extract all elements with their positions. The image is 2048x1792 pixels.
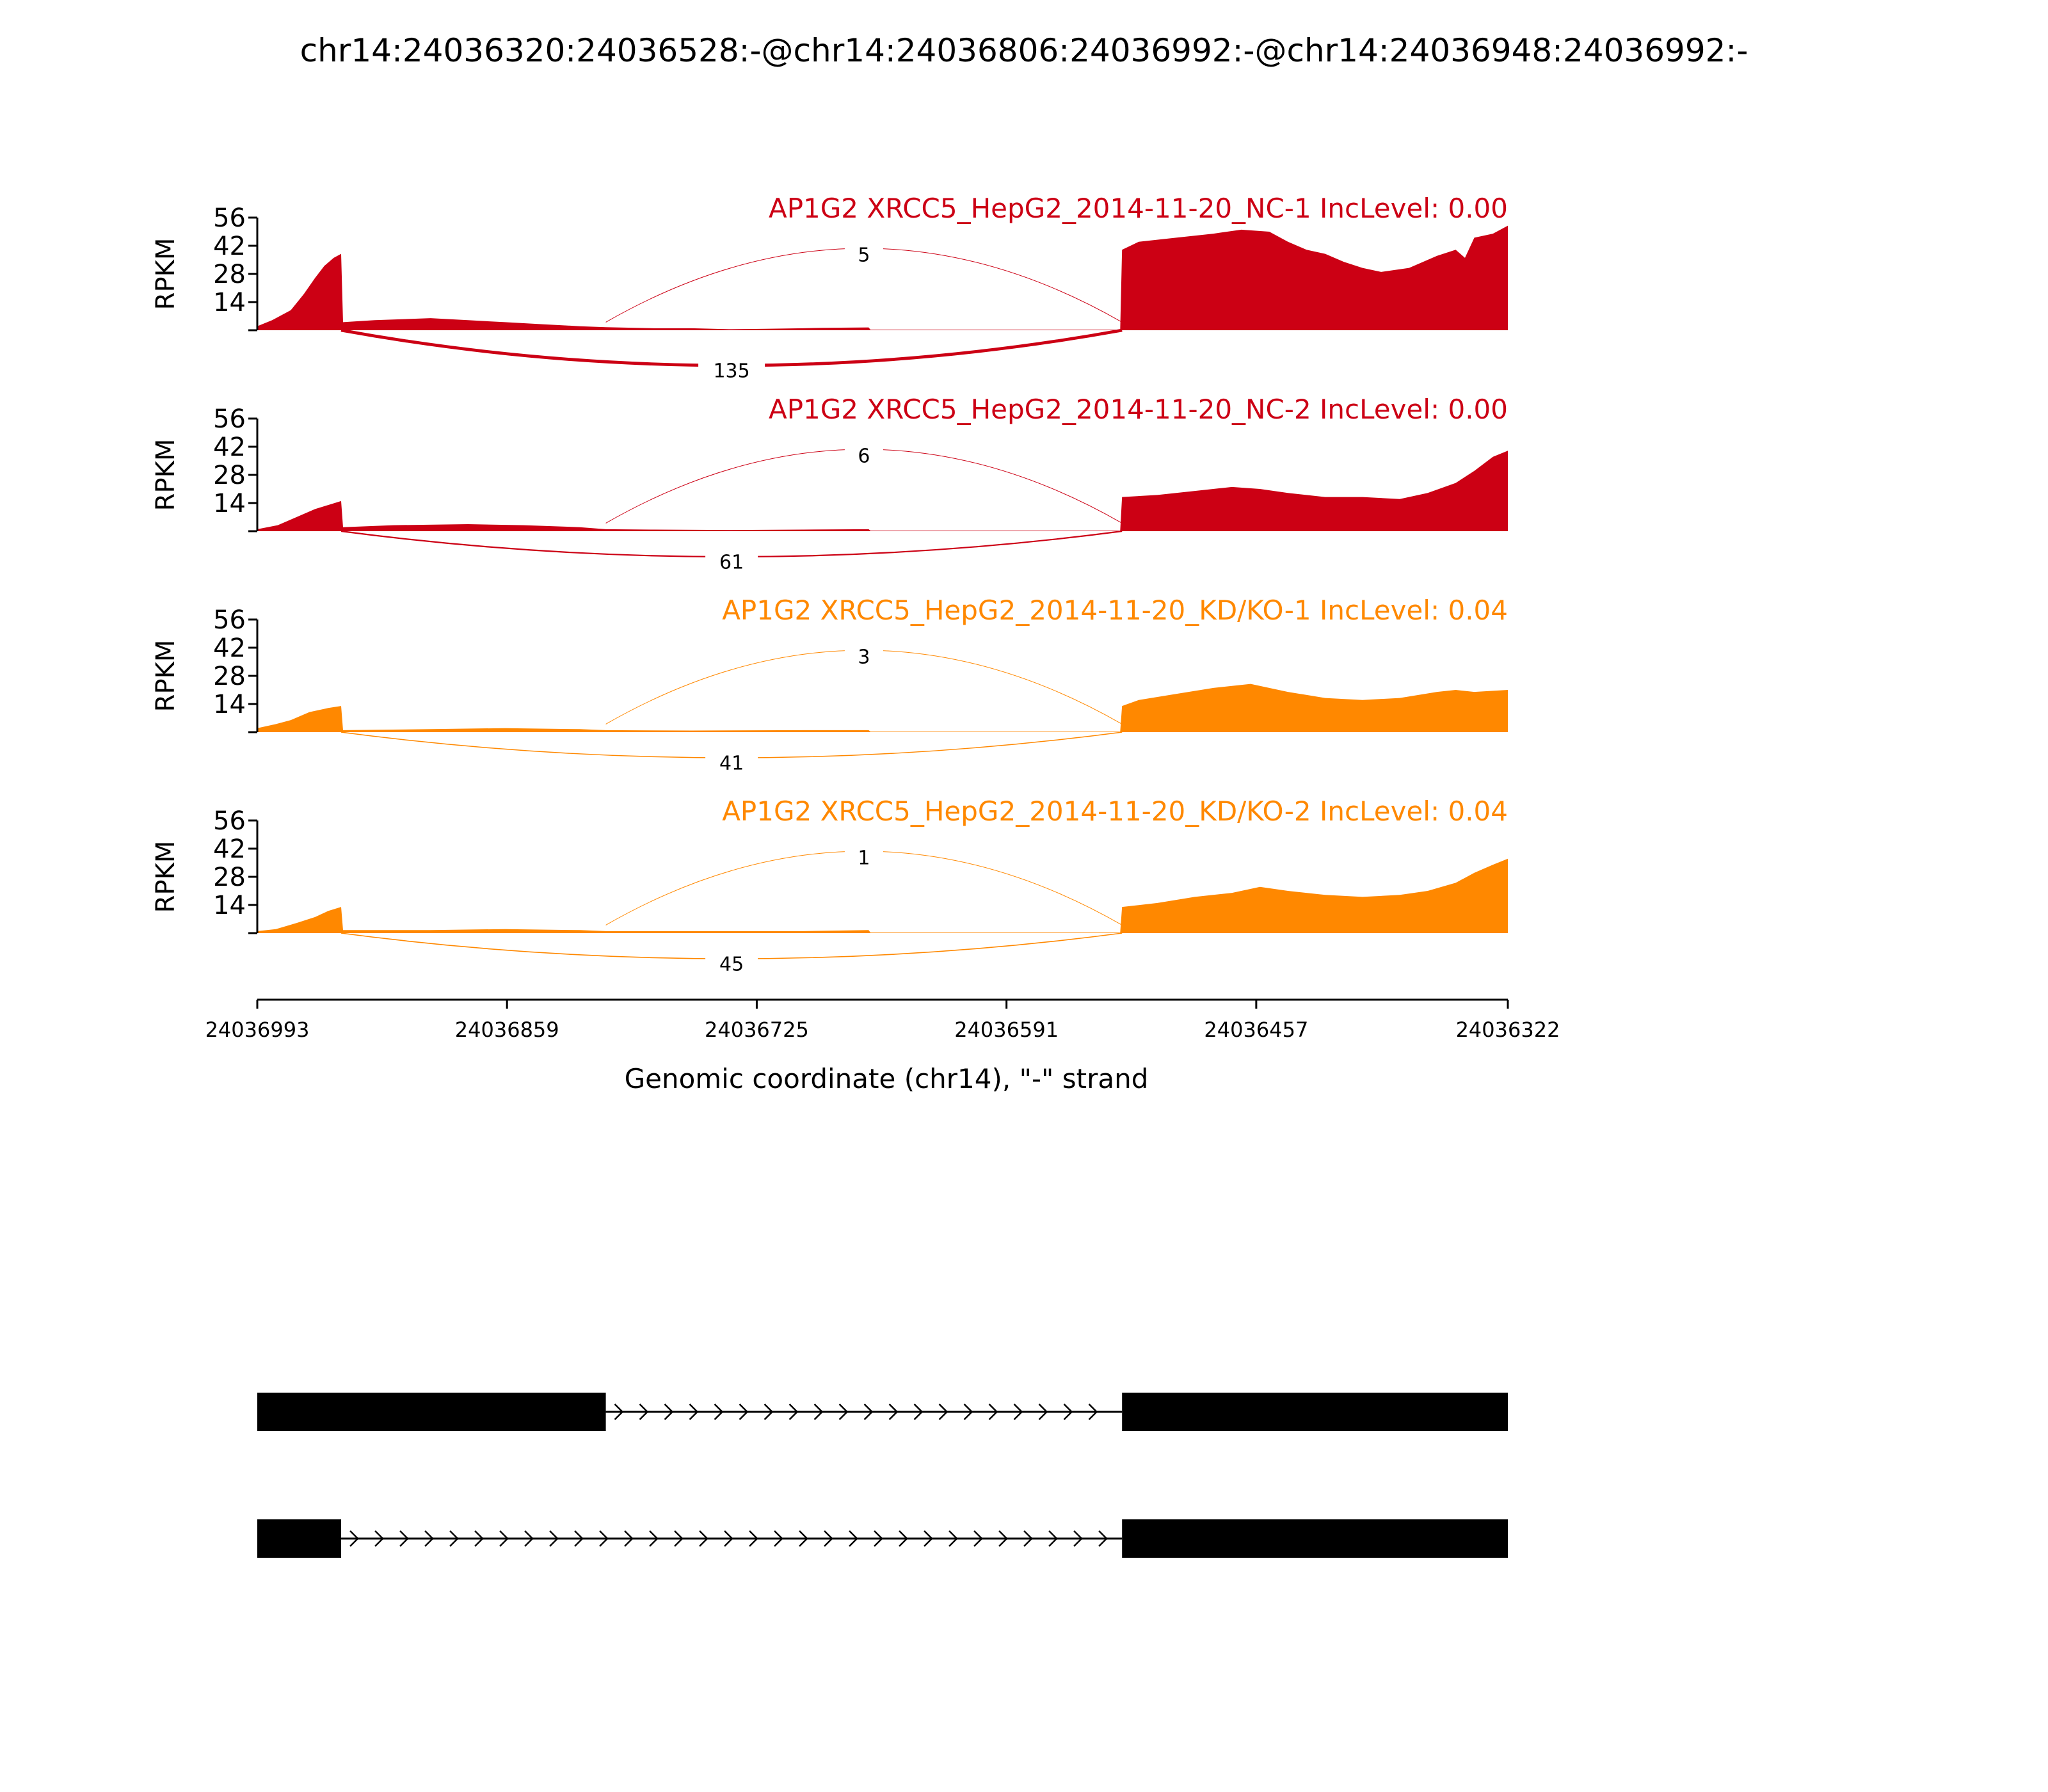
y-tick-label: 42 [213,835,246,864]
exon-block [1122,1519,1508,1558]
junction-count: 5 [858,244,870,267]
y-tick-label: 42 [213,433,246,462]
y-tick-label: 28 [213,662,246,691]
coverage-panel-1 [151,193,1508,386]
coverage-area [257,684,1508,732]
junction-count: 61 [719,551,744,574]
y-tick-label: 28 [213,863,246,892]
y-axis-label: RPKM [151,840,180,913]
exon-block [1122,1393,1508,1431]
x-axis-label: Genomic coordinate (chr14), "-" strand [624,1063,1149,1094]
junction-count: 41 [719,752,744,775]
junction-count: 135 [713,360,750,383]
coverage-area [257,226,1508,330]
x-tick-label: 24036322 [1455,1018,1560,1042]
figure-title: chr14:24036320:24036528:-@chr14:24036806:24036992:-@chr14:24036948:24036992:- [300,32,1748,69]
y-tick-label: 56 [213,204,246,233]
y-tick-label: 56 [213,404,246,434]
panel-label: AP1G2 XRCC5_HepG2_2014-11-20_NC-1 IncLevel: 0.00 [768,193,1508,224]
exon-block [257,1393,606,1431]
y-axis-label: RPKM [151,639,180,712]
y-tick-label: 42 [213,232,246,261]
x-tick-label: 24036993 [205,1018,310,1042]
y-tick-label: 14 [213,288,246,317]
x-axis [205,1000,1560,1042]
panel-label: AP1G2 XRCC5_HepG2_2014-11-20_KD/KO-2 IncLevel: 0.04 [722,796,1508,827]
coverage-panels [151,193,1508,979]
isoform-2 [257,1519,1508,1558]
y-tick-label: 56 [213,806,246,836]
isoform-1 [257,1393,1508,1431]
isoform-track [257,1393,1508,1558]
panel-label: AP1G2 XRCC5_HepG2_2014-11-20_KD/KO-1 IncLevel: 0.04 [722,595,1508,626]
x-tick-label: 24036859 [454,1018,559,1042]
y-tick-label: 14 [213,690,246,719]
junction-count: 6 [858,445,870,468]
x-tick-label: 24036725 [704,1018,809,1042]
exon-block [257,1519,341,1558]
y-axis-label: RPKM [151,438,180,511]
y-tick-label: 14 [213,891,246,920]
y-tick-label: 42 [213,634,246,663]
y-tick-label: 14 [213,489,246,518]
y-tick-label: 28 [213,260,246,289]
coverage-panel-4 [151,796,1508,979]
junction-count: 1 [858,847,870,870]
y-tick-label: 28 [213,461,246,490]
y-axis-label: RPKM [151,237,180,310]
x-tick-label: 24036591 [954,1018,1059,1042]
junction-count: 45 [719,953,744,976]
coverage-panel-2 [151,394,1508,577]
panel-label: AP1G2 XRCC5_HepG2_2014-11-20_NC-2 IncLevel: 0.00 [768,394,1508,425]
x-tick-label: 24036457 [1204,1018,1309,1042]
coverage-panel-3 [151,595,1508,778]
junction-count: 3 [858,646,870,669]
y-tick-label: 56 [213,605,246,635]
